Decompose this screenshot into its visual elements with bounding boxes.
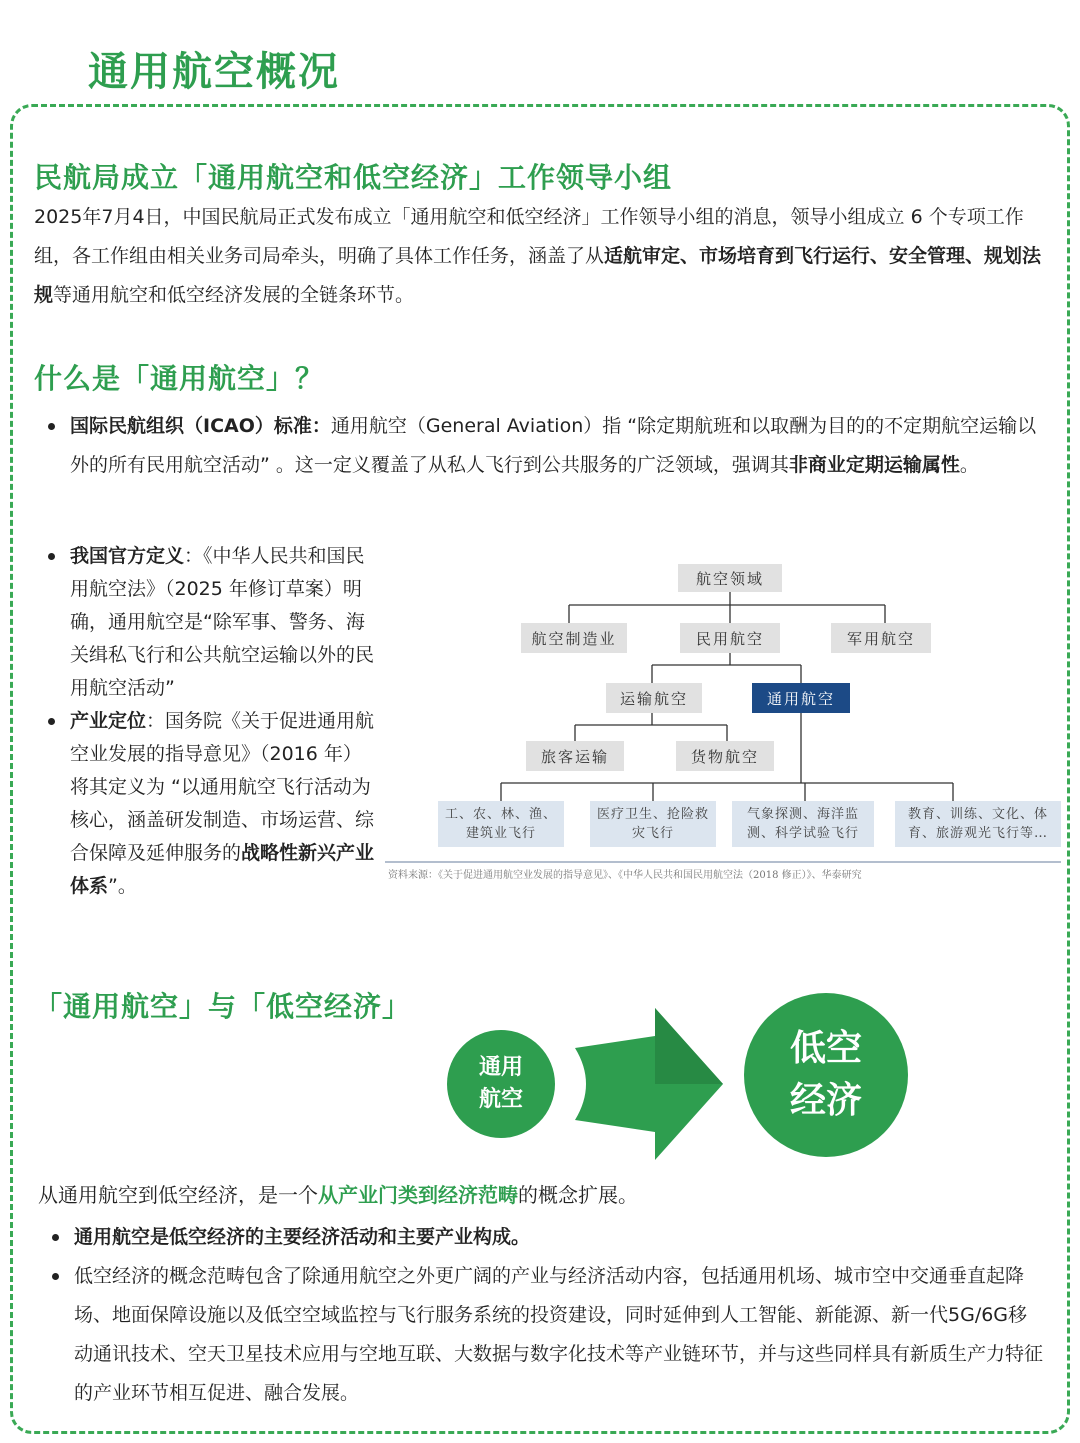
industry-position-item	[34, 705, 380, 903]
official-text: ：《中华人民共和国民用航空法》（2025 年修订草案）明确，通用航空是“除军事、警务、海关缉私飞行和公共航空运输以外的民用航空活动”	[70, 545, 375, 699]
node-cargo-aviation: 货物航空	[676, 741, 774, 771]
diagram-source: 资料来源：《关于促进通用航空业发展的指导意见》、《中华人民共和国民用航空法（2018 修正）》、华泰研究	[388, 870, 862, 881]
circle-big-line2: 经济	[789, 1080, 862, 1121]
section1-paragraph	[34, 198, 1046, 315]
node-military-aviation: 军用航空	[831, 623, 931, 653]
section3-heading: 「通用航空」与「低空经济」	[34, 990, 412, 1023]
industry-bold: 战略性新兴产业体系	[70, 842, 375, 897]
section2-heading: 什么是「通用航空」？	[34, 362, 325, 395]
icao-definition-item	[34, 407, 1048, 485]
icao-definition-list	[34, 407, 1048, 485]
circle-big-line1: 低空	[789, 1028, 862, 1069]
node-civil-aviation: 民用航空	[680, 623, 780, 653]
icao-end: 。	[959, 454, 979, 476]
node-general-aviation: 通用航空	[752, 683, 850, 713]
node-transport-aviation: 运输航空	[606, 683, 702, 713]
icao-bold: 非商业定期运输属性	[788, 454, 960, 476]
intro-text-a: 从通用航空到低空经济，是一个	[38, 1183, 318, 1207]
official-definition-item	[34, 540, 380, 705]
intro-text-b: 的概念扩展。	[518, 1183, 638, 1207]
node-aviation-manufacturing: 航空制造业	[521, 623, 627, 653]
low-altitude-item-2-text: 低空经济的概念范畴包含了除通用航空之外更广阔的产业与经济活动内容，包括通用机场、城市空中交通垂直起降场、地面保障设施以及低空空域监控与飞行服务系统的投资建设，同时延伸到人工智能、新能源、新一代5G/6G移动通讯技术、空天卫星技术应用与空地互联、大数据与数字化技术等产业链环节，并与这些同样具有新质生产力特征的产业环节相互促进、融合发展。	[74, 1265, 1044, 1404]
aviation-classification-diagram	[385, 555, 1065, 890]
industry-end: ”。	[108, 875, 137, 897]
low-altitude-list	[38, 1218, 1046, 1413]
section1-text-a: 2025年7月4日，中国民航局正式发布成立「通用航空和低空经济」工作领导小组的消息，领导小组成立 6 个专项工作组，各工作组由相关业务司局牵头，明确了具体工作任务，涵盖了从	[34, 206, 1024, 267]
leaf-industry-flight: 工、农、林、渔、建筑业飞行	[438, 801, 564, 847]
intro-text-green: 从产业门类到经济范畴	[318, 1183, 518, 1207]
section1-text-bold: 适航审定、市场培育到飞行运行、安全管理、规划法规	[34, 245, 1042, 306]
page-title: 通用航空概况	[88, 49, 340, 95]
node-aviation-domain: 航空领域	[678, 564, 782, 592]
icao-lead: 国际民航组织（ICAO）标准：	[70, 415, 331, 437]
section1-text-b: 等通用航空和低空经济发展的全链条环节。	[53, 284, 415, 306]
icao-text: 通用航空（General Aviation）指 “除定期航班和以取酬为目的的不定期航空运输以外的所有民用航空活动” 。这一定义覆盖了从私人飞行到公共服务的广泛领域，强调其	[70, 415, 1037, 476]
official-lead: 我国官方定义	[70, 545, 185, 567]
low-altitude-item-2	[38, 1257, 1046, 1413]
expansion-arrow-icon	[575, 1008, 725, 1160]
industry-text: ：国务院《关于促进通用航空业发展的指导意见》（2016 年）将其定义为 “以通用航空飞行活动为核心，涵盖研发制造、市场运营、综合保障及延伸服务的	[70, 710, 375, 864]
low-altitude-economy-circle	[744, 993, 908, 1157]
section1-heading: 民航局成立「通用航空和低空经济」工作领导小组	[34, 161, 673, 194]
leaf-weather-science-flight: 气象探测、海洋监测、科学试验飞行	[732, 801, 874, 847]
circle-small-line2: 航空	[478, 1087, 523, 1112]
low-altitude-item-1	[38, 1218, 1046, 1257]
low-altitude-item-1-text: 通用航空是低空经济的主要经济活动和主要产业构成。	[74, 1226, 531, 1248]
node-passenger-transport: 旅客运输	[526, 741, 624, 771]
general-aviation-circle	[447, 1030, 555, 1138]
definition-list	[34, 540, 380, 903]
industry-lead: 产业定位	[70, 710, 147, 732]
leaf-education-tourism-flight: 教育、训练、文化、体育、旅游观光飞行等…	[895, 801, 1061, 847]
section3-intro	[38, 1176, 1048, 1215]
leaf-medical-rescue-flight: 医疗卫生、抢险救灾飞行	[590, 801, 716, 847]
circle-small-line1: 通用	[478, 1055, 523, 1080]
